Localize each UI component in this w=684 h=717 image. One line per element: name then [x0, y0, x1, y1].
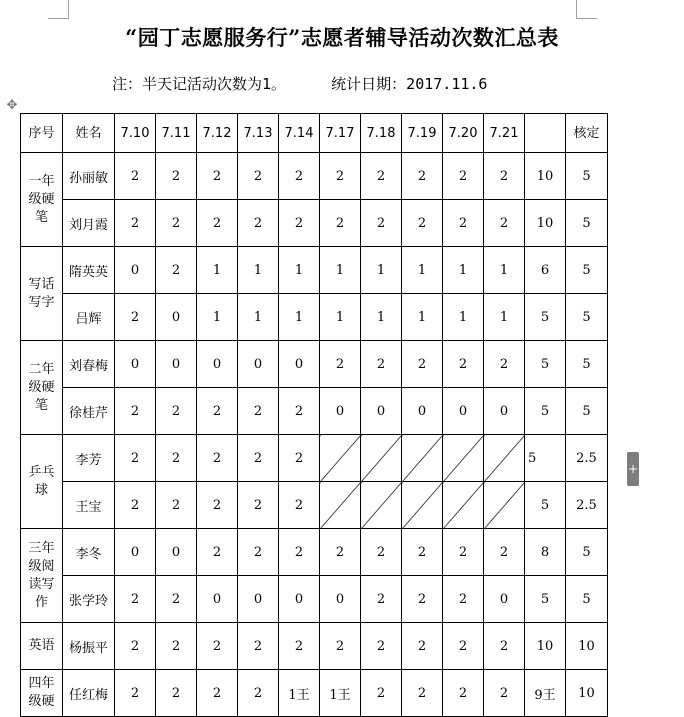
count-cell: 2 — [197, 435, 238, 482]
table-row — [21, 576, 608, 623]
header-date: 7.19 — [402, 114, 443, 153]
count-cell: 2 — [484, 670, 525, 717]
count-cell: 2 — [115, 294, 156, 341]
group-label-text: 三年级阅读写作 — [28, 540, 55, 610]
count-cell: 0 — [361, 388, 402, 435]
count-cell: 2 — [197, 200, 238, 247]
count-cell: 1 — [484, 294, 525, 341]
count-cell: 2 — [156, 247, 197, 294]
count-cell: 2 — [238, 435, 279, 482]
count-cell: 0 — [320, 576, 361, 623]
count-cell: 2 — [320, 153, 361, 200]
approved-cell: 5 — [566, 200, 608, 247]
header-date: 7.20 — [443, 114, 484, 153]
approved-cell: 2.5 — [566, 482, 608, 529]
group-label-text: 英语 — [28, 638, 55, 653]
table-row — [21, 153, 608, 200]
count-cell: 0 — [156, 529, 197, 576]
volunteer-name: 吕辉 — [63, 294, 115, 341]
approved-cell: 5 — [566, 529, 608, 576]
count-cell: 2 — [115, 576, 156, 623]
header-seq: 序号 — [21, 114, 63, 153]
count-cell: 2 — [361, 670, 402, 717]
count-cell: 2 — [361, 576, 402, 623]
count-cell: 2 — [279, 388, 320, 435]
count-cell: 2 — [320, 200, 361, 247]
count-cell: 0 — [115, 529, 156, 576]
count-cell: 2 — [197, 529, 238, 576]
count-cell: 2 — [115, 388, 156, 435]
count-cell: 0 — [156, 294, 197, 341]
table-row — [21, 435, 608, 482]
count-cell: 1 — [238, 294, 279, 341]
count-cell: 2 — [443, 341, 484, 388]
count-cell: 2 — [402, 576, 443, 623]
count-cell: 1 — [279, 294, 320, 341]
count-cell: 2 — [115, 200, 156, 247]
document-note: 注：半天记活动次数为1。 统计日期：2017.11.6 — [112, 75, 488, 93]
count-cell: 2 — [484, 153, 525, 200]
count-cell: 1 — [197, 247, 238, 294]
table-row — [21, 200, 608, 247]
count-cell: 2 — [197, 482, 238, 529]
count-cell: 2 — [156, 153, 197, 200]
count-cell: 1 — [443, 294, 484, 341]
volunteer-name: 徐桂芹 — [63, 388, 115, 435]
count-cell: 0 — [238, 341, 279, 388]
approved-cell: 5 — [566, 247, 608, 294]
empty-slash-cell — [402, 435, 443, 482]
approved-cell: 5 — [566, 294, 608, 341]
empty-slash-cell — [484, 482, 525, 529]
count-cell: 2 — [402, 670, 443, 717]
count-cell: 2 — [115, 670, 156, 717]
count-cell: 1 — [484, 247, 525, 294]
page-corner-mark-left — [48, 0, 69, 19]
table-row — [21, 529, 608, 576]
count-cell: 1王 — [279, 670, 320, 717]
count-cell: 2 — [402, 200, 443, 247]
header-date: 7.17 — [320, 114, 361, 153]
volunteer-name: 刘月霞 — [63, 200, 115, 247]
count-cell: 1 — [361, 294, 402, 341]
count-cell: 0 — [443, 388, 484, 435]
volunteer-name: 任红梅 — [63, 670, 115, 717]
count-cell: 2 — [156, 388, 197, 435]
summary-table — [20, 113, 608, 717]
count-cell: 1 — [443, 247, 484, 294]
approved-cell: 10 — [566, 623, 608, 670]
count-cell: 0 — [197, 341, 238, 388]
header-total: 核定 — [566, 114, 608, 153]
table-row — [21, 388, 608, 435]
count-cell: 2 — [443, 153, 484, 200]
count-cell: 2 — [238, 153, 279, 200]
approved-cell: 5 — [566, 341, 608, 388]
count-cell: 2 — [156, 670, 197, 717]
count-cell: 2 — [361, 341, 402, 388]
sum-cell: 6 — [525, 247, 566, 294]
count-cell: 2 — [238, 388, 279, 435]
empty-slash-cell — [320, 482, 361, 529]
empty-slash-cell — [484, 435, 525, 482]
count-cell: 2 — [197, 153, 238, 200]
count-cell: 0 — [484, 576, 525, 623]
table-row — [21, 247, 608, 294]
sum-cell: 5 — [525, 482, 566, 529]
count-cell: 1 — [320, 247, 361, 294]
count-cell: 0 — [279, 576, 320, 623]
count-cell: 2 — [156, 435, 197, 482]
table-move-handle-icon[interactable]: ✥ — [6, 98, 18, 113]
table-row — [21, 670, 608, 717]
sum-cell: 5 — [525, 576, 566, 623]
table-row — [21, 482, 608, 529]
count-cell: 2 — [115, 435, 156, 482]
page-corner-mark-right — [576, 0, 597, 19]
count-cell: 2 — [197, 670, 238, 717]
count-cell: 0 — [197, 576, 238, 623]
header-name: 姓名 — [63, 114, 115, 153]
count-cell: 2 — [115, 482, 156, 529]
sum-cell: 5 — [525, 294, 566, 341]
count-cell: 2 — [238, 529, 279, 576]
count-cell: 1 — [238, 247, 279, 294]
group-label-text: 写话写字 — [28, 276, 55, 310]
group-label-text: 四年级硬 — [28, 676, 55, 709]
count-cell: 2 — [361, 200, 402, 247]
sum-cell: 9王 — [525, 670, 566, 717]
count-cell: 2 — [443, 200, 484, 247]
count-cell: 2 — [361, 529, 402, 576]
count-cell: 2 — [402, 341, 443, 388]
header-date: 7.11 — [156, 114, 197, 153]
sum-cell: 5 — [525, 388, 566, 435]
header-sum — [525, 114, 566, 153]
count-cell: 2 — [115, 153, 156, 200]
count-cell: 2 — [238, 200, 279, 247]
count-cell: 2 — [402, 623, 443, 670]
approved-cell: 10 — [566, 670, 608, 717]
count-cell: 0 — [115, 247, 156, 294]
header-date: 7.14 — [279, 114, 320, 153]
count-cell: 2 — [115, 623, 156, 670]
table-body — [21, 153, 608, 717]
group-label-text: 二年级硬笔 — [28, 361, 55, 413]
count-cell: 2 — [402, 153, 443, 200]
count-cell: 1 — [320, 294, 361, 341]
count-cell: 2 — [320, 623, 361, 670]
count-cell: 1 — [197, 294, 238, 341]
sum-cell: 10 — [525, 200, 566, 247]
count-cell: 2 — [320, 341, 361, 388]
approved-cell: 5 — [566, 576, 608, 623]
empty-slash-cell — [443, 482, 484, 529]
volunteer-name: 王宝 — [63, 482, 115, 529]
count-cell: 2 — [484, 529, 525, 576]
volunteer-name: 隋英英 — [63, 247, 115, 294]
group-label — [21, 247, 63, 341]
count-cell: 2 — [443, 529, 484, 576]
count-cell: 2 — [279, 623, 320, 670]
count-cell: 2 — [156, 200, 197, 247]
header-date: 7.12 — [197, 114, 238, 153]
empty-slash-cell — [361, 435, 402, 482]
count-cell: 2 — [197, 623, 238, 670]
group-label — [21, 670, 63, 717]
count-cell: 2 — [238, 482, 279, 529]
group-label — [21, 153, 63, 247]
volunteer-name: 刘春梅 — [63, 341, 115, 388]
sum-cell: 5 — [525, 341, 566, 388]
sum-cell: 10 — [525, 623, 566, 670]
count-cell: 2 — [156, 576, 197, 623]
count-cell: 0 — [156, 341, 197, 388]
document-title: “园丁志愿服务行”志愿者辅导活动次数汇总表 — [125, 25, 559, 50]
table-row — [21, 294, 608, 341]
volunteer-name: 张学玲 — [63, 576, 115, 623]
table-row — [21, 623, 608, 670]
count-cell: 2 — [443, 670, 484, 717]
header-date: 7.10 — [115, 114, 156, 153]
count-cell: 2 — [443, 576, 484, 623]
count-cell: 2 — [238, 670, 279, 717]
approved-cell: 2.5 — [566, 435, 608, 482]
table-header-row — [21, 114, 608, 153]
header-date: 7.18 — [361, 114, 402, 153]
header-date: 7.21 — [484, 114, 525, 153]
empty-slash-cell — [402, 482, 443, 529]
volunteer-name: 李冬 — [63, 529, 115, 576]
count-cell: 0 — [484, 388, 525, 435]
count-cell: 0 — [279, 341, 320, 388]
count-cell: 1王 — [320, 670, 361, 717]
group-label — [21, 623, 63, 670]
group-label — [21, 341, 63, 435]
count-cell: 2 — [484, 341, 525, 388]
count-cell: 2 — [238, 623, 279, 670]
count-cell: 2 — [361, 623, 402, 670]
table-add-column-icon[interactable]: + — [627, 452, 639, 486]
count-cell: 0 — [115, 341, 156, 388]
count-cell: 2 — [279, 482, 320, 529]
count-cell: 2 — [279, 529, 320, 576]
approved-cell: 5 — [566, 388, 608, 435]
count-cell: 0 — [402, 388, 443, 435]
group-label — [21, 435, 63, 529]
count-cell: 1 — [402, 247, 443, 294]
count-cell: 1 — [279, 247, 320, 294]
volunteer-name: 李芳 — [63, 435, 115, 482]
count-cell: 2 — [484, 200, 525, 247]
count-cell: 2 — [279, 435, 320, 482]
volunteer-name: 杨振平 — [63, 623, 115, 670]
sum-cell: 8 — [525, 529, 566, 576]
empty-slash-cell — [320, 435, 361, 482]
sum-cell: 5 — [525, 435, 566, 482]
group-label-text: 一年级硬笔 — [28, 173, 55, 225]
table-row — [21, 341, 608, 388]
count-cell: 2 — [484, 623, 525, 670]
count-cell: 2 — [402, 529, 443, 576]
count-cell: 1 — [402, 294, 443, 341]
count-cell: 0 — [320, 388, 361, 435]
empty-slash-cell — [443, 435, 484, 482]
volunteer-name: 孙丽敏 — [63, 153, 115, 200]
sum-cell: 10 — [525, 153, 566, 200]
count-cell: 2 — [320, 529, 361, 576]
group-label-text: 乒乓球 — [28, 464, 55, 498]
count-cell: 2 — [156, 623, 197, 670]
count-cell: 2 — [361, 153, 402, 200]
count-cell: 1 — [361, 247, 402, 294]
count-cell: 2 — [443, 623, 484, 670]
approved-cell: 5 — [566, 153, 608, 200]
header-date: 7.13 — [238, 114, 279, 153]
count-cell: 2 — [279, 153, 320, 200]
empty-slash-cell — [361, 482, 402, 529]
group-label — [21, 529, 63, 623]
count-cell: 2 — [279, 200, 320, 247]
count-cell: 2 — [197, 388, 238, 435]
count-cell: 2 — [156, 482, 197, 529]
count-cell: 0 — [238, 576, 279, 623]
